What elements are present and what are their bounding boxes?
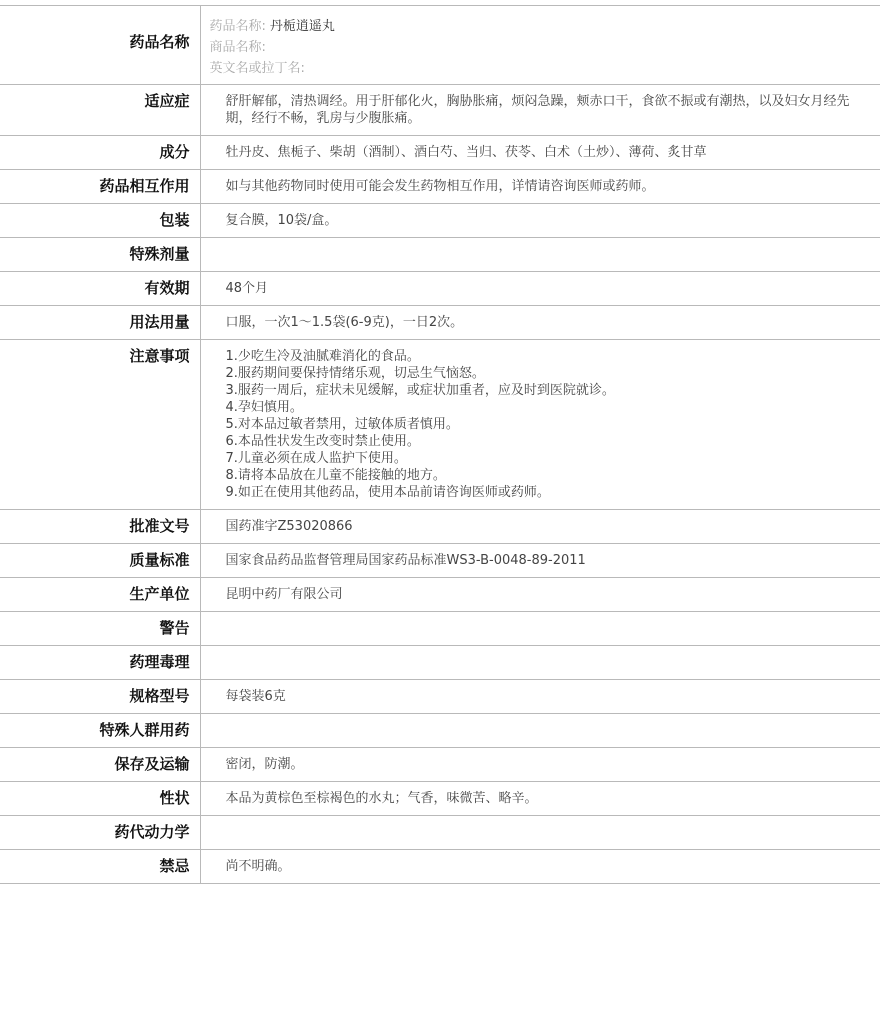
generic-name-line	[210, 16, 871, 37]
precaution-item: 9.如正在使用其他药品，使用本品前请咨询医师或药师。	[225, 485, 550, 500]
row-indications	[0, 85, 880, 136]
row-label: 生产单位	[0, 578, 200, 612]
row-label: 有效期	[0, 272, 200, 306]
row-label: 质量标准	[0, 544, 200, 578]
row-value: 本品为黄棕色至棕褐色的水丸；气香，味微苦、略辛。	[225, 791, 538, 806]
row-storage	[0, 748, 880, 782]
row-contraindications	[0, 850, 880, 884]
row-special-populations	[0, 714, 880, 748]
row-label: 规格型号	[0, 680, 200, 714]
row-label: 禁忌	[0, 850, 200, 884]
precaution-item: 5.对本品过敏者禁用，过敏体质者慎用。	[225, 417, 459, 432]
precaution-item: 3.服药一周后，症状未见缓解，或症状加重者，应及时到医院就诊。	[225, 383, 615, 398]
row-label: 适应症	[0, 85, 200, 136]
row-value: 国家食品药品监督管理局国家药品标准WS3-B-0048-89-2011	[225, 553, 586, 568]
row-interactions	[0, 170, 880, 204]
precaution-item: 6.本品性状发生改变时禁止使用。	[225, 434, 420, 449]
row-label: 保存及运输	[0, 748, 200, 782]
row-precautions	[0, 340, 880, 510]
row-pharmacokinetics	[0, 816, 880, 850]
precaution-item: 2.服药期间要保持情绪乐观，切忌生气恼怒。	[225, 366, 485, 381]
generic-name-value: 丹栀逍遥丸	[269, 19, 335, 34]
row-packaging	[0, 204, 880, 238]
row-value: 密闭，防潮。	[225, 757, 304, 772]
row-label: 药品名称	[0, 6, 200, 85]
row-description	[0, 782, 880, 816]
row-label: 警告	[0, 612, 200, 646]
drug-spec-table	[0, 5, 880, 884]
generic-name-label: 药品名称:	[209, 19, 266, 34]
row-value	[200, 6, 880, 85]
row-value	[200, 612, 880, 646]
precaution-item: 4.孕妇慎用。	[225, 400, 303, 415]
row-specification	[0, 680, 880, 714]
row-approval-number	[0, 510, 880, 544]
row-usage	[0, 306, 880, 340]
trade-name-line	[210, 37, 871, 58]
row-value	[200, 238, 880, 272]
row-label: 成分	[0, 136, 200, 170]
row-value	[200, 340, 880, 510]
row-value	[200, 816, 880, 850]
row-quality-standard	[0, 544, 880, 578]
english-name-label: 英文名或拉丁名:	[209, 61, 305, 76]
precaution-item: 1.少吃生冷及油腻难消化的食品。	[225, 349, 420, 364]
row-value: 牡丹皮、焦栀子、柴胡（酒制）、酒白芍、当归、茯苓、白术（土炒）、薄荷、炙甘草	[225, 145, 707, 160]
row-label: 性状	[0, 782, 200, 816]
row-drug-name	[0, 6, 880, 85]
trade-name-label: 商品名称:	[209, 40, 266, 55]
row-special-dosage	[0, 238, 880, 272]
row-value: 每袋装6克	[225, 689, 286, 704]
row-value: 48个月	[225, 281, 269, 296]
precaution-item: 7.儿童必须在成人监护下使用。	[225, 451, 407, 466]
precaution-item: 8.请将本品放在儿童不能接触的地方。	[225, 468, 446, 483]
row-label: 用法用量	[0, 306, 200, 340]
row-validity	[0, 272, 880, 306]
row-label: 特殊人群用药	[0, 714, 200, 748]
row-value: 昆明中药厂有限公司	[225, 587, 343, 602]
row-value: 尚不明确。	[225, 859, 291, 874]
row-manufacturer	[0, 578, 880, 612]
row-value	[200, 646, 880, 680]
row-label: 特殊剂量	[0, 238, 200, 272]
row-ingredients	[0, 136, 880, 170]
row-value: 口服，一次1～1.5袋(6-9克)，一日2次。	[225, 315, 464, 330]
row-label: 批准文号	[0, 510, 200, 544]
row-value: 国药准字Z53020866	[225, 519, 353, 534]
row-toxicology	[0, 646, 880, 680]
row-label: 药品相互作用	[0, 170, 200, 204]
row-warning	[0, 612, 880, 646]
row-label: 注意事项	[0, 340, 200, 510]
row-value: 如与其他药物同时使用可能会发生药物相互作用，详情请咨询医师或药师。	[225, 179, 655, 194]
row-label: 包装	[0, 204, 200, 238]
row-value: 复合膜，10袋/盒。	[225, 213, 338, 228]
row-value	[200, 714, 880, 748]
row-label: 药理毒理	[0, 646, 200, 680]
english-name-line	[210, 58, 871, 79]
row-label: 药代动力学	[0, 816, 200, 850]
row-value: 舒肝解郁，清热调经。用于肝郁化火，胸胁胀痛，烦闷急躁，颊赤口干，食欲不振或有潮热，以及妇女月经先期，经行不畅，乳房与少腹胀痛。	[225, 94, 850, 126]
